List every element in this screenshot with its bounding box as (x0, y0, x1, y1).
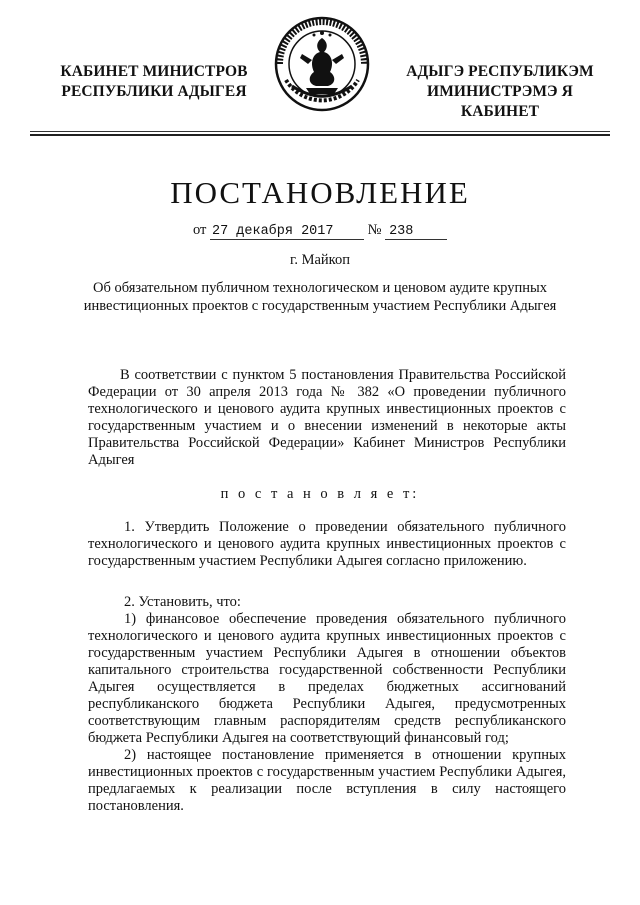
issuer-name-russian (54, 62, 254, 102)
issuer-line-2-adyghe: ИМИНИСТРЭМЭ Я КАБИНЕТ (427, 83, 573, 120)
preamble-text: В соответствии с пунктом 5 постановления Правительства Российской Федерации от 30 апреля 2013 года № 382 «О проведении публичного технологического и ценового аудита крупных инвестиционных проектов с государственным участием и о внесении изменений в некоторые акты Правительства Российской Федерации» Кабинет Министров Республики Адыгея (88, 367, 566, 468)
document-date: 27 декабря 2017 (210, 224, 364, 240)
item-2-intro: 2. Установить, что: (124, 594, 241, 610)
item-2-subitem-1: 1) финансовое обеспечение проведения обязательного публичного технологического и ценового аудита крупных инвестиционных проектов с государственным участием Республики Адыгея в отношении объектов капитального строительства государственной собственности Республики Адыгея осуществляется в пределах бюджетных ассигнований республиканского бюджета Республики Адыгея, предусмотренных соответствующим главным распорядителям средств республиканского бюджета Республики Адыгея на соответствующий финансовый год; (88, 611, 566, 746)
item-1-paragraph (88, 519, 566, 570)
issuer-line-1-adyghe: АДЫГЭ РЕСПУБЛИКЭМ (406, 63, 594, 80)
header-divider-thin (30, 131, 610, 132)
issuer-name-adyghe (392, 62, 608, 122)
issuer-line-2: РЕСПУБЛИКИ АДЫГЕЯ (61, 83, 247, 100)
item-2-subitem-2: 2) настоящее постановление применяется в отношении крупных инвестиционных проектов с государственным участием Республики Адыгея, предлагаемых к реализации после вступления в силу настоящего постановления. (88, 747, 566, 814)
preamble-paragraph (88, 367, 566, 469)
header-divider-thick (30, 134, 610, 136)
decree-word: п о с т а н о в л я е т: (220, 486, 420, 502)
item-2-section (88, 594, 566, 815)
date-prefix: от (192, 222, 207, 238)
number-sign: № (367, 222, 382, 238)
date-number-line (0, 222, 640, 240)
document-title: ПОСТАНОВЛЕНИЕ (170, 175, 470, 210)
item-1-text: 1. Утвердить Положение о проведении обязательного публичного технологического и ценового аудита крупных инвестиционных проектов с государственным участием Республики Адыгея согласно приложению. (88, 519, 566, 569)
issue-city: г. Майкоп (290, 252, 350, 268)
coat-of-arms-icon (272, 14, 372, 114)
document-subject: Об обязательном публичном технологическом и ценовом аудите крупных инвестиционных проектов с государственным участием Республики Адыгея (83, 280, 557, 314)
issuer-line-1: КАБИНЕТ МИНИСТРОВ (60, 63, 248, 80)
document-number: 238 (385, 224, 447, 240)
